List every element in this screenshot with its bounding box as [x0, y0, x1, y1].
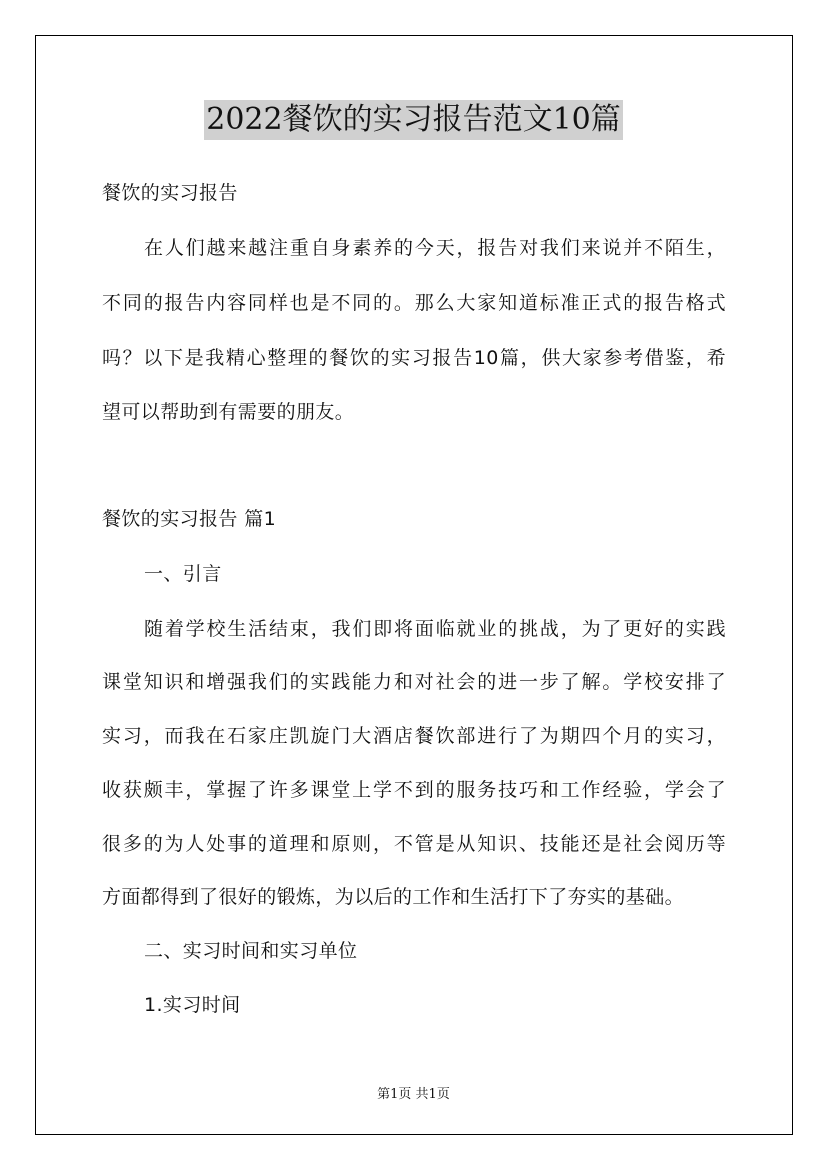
paragraph-line: 随着学校生活结束，我们即将面临就业的挑战，为了更好的实践 — [144, 618, 726, 640]
document-title-text: 2022餐饮的实习报告范文10篇 — [204, 100, 623, 140]
page-footer: 第1页 共1页 — [377, 1087, 450, 1102]
document-title — [0, 100, 827, 140]
paragraph-line: 在人们越来越注重自身素养的今天，报告对我们来说并不陌生， — [144, 237, 726, 259]
paragraph-line: 不同的报告内容同样也是不同的。那么大家知道标准正式的报告格式 — [102, 292, 726, 314]
subheading: 二、实习时间和实习单位 — [144, 940, 358, 962]
paragraph-line: 课堂知识和增强我们的实践能力和对社会的进一步了解。学校安排了 — [102, 671, 726, 693]
paragraph-line: 收获颇丰，掌握了许多课堂上学不到的服务技巧和工作经验，学会了 — [102, 779, 726, 801]
paragraph-line: 吗？以下是我精心整理的餐饮的实习报告10篇，供大家参考借鉴，希 — [102, 347, 726, 369]
paragraph-line: 实习，而我在石家庄凯旋门大酒店餐饮部进行了为期四个月的实习， — [102, 725, 726, 747]
section-heading: 餐饮的实习报告 篇1 — [102, 508, 277, 530]
paragraph-line: 很多的为人处事的道理和原则，不管是从知识、技能还是社会阅历等 — [102, 833, 726, 855]
paragraph-line: 望可以帮助到有需要的朋友。 — [102, 401, 355, 423]
subheading: 1.实习时间 — [144, 994, 241, 1016]
paragraph-line: 方面都得到了很好的锻炼，为以后的工作和生活打下了夯实的基础。 — [102, 886, 685, 908]
subheading: 一、引言 — [144, 563, 222, 585]
section-heading: 餐饮的实习报告 — [102, 182, 238, 204]
